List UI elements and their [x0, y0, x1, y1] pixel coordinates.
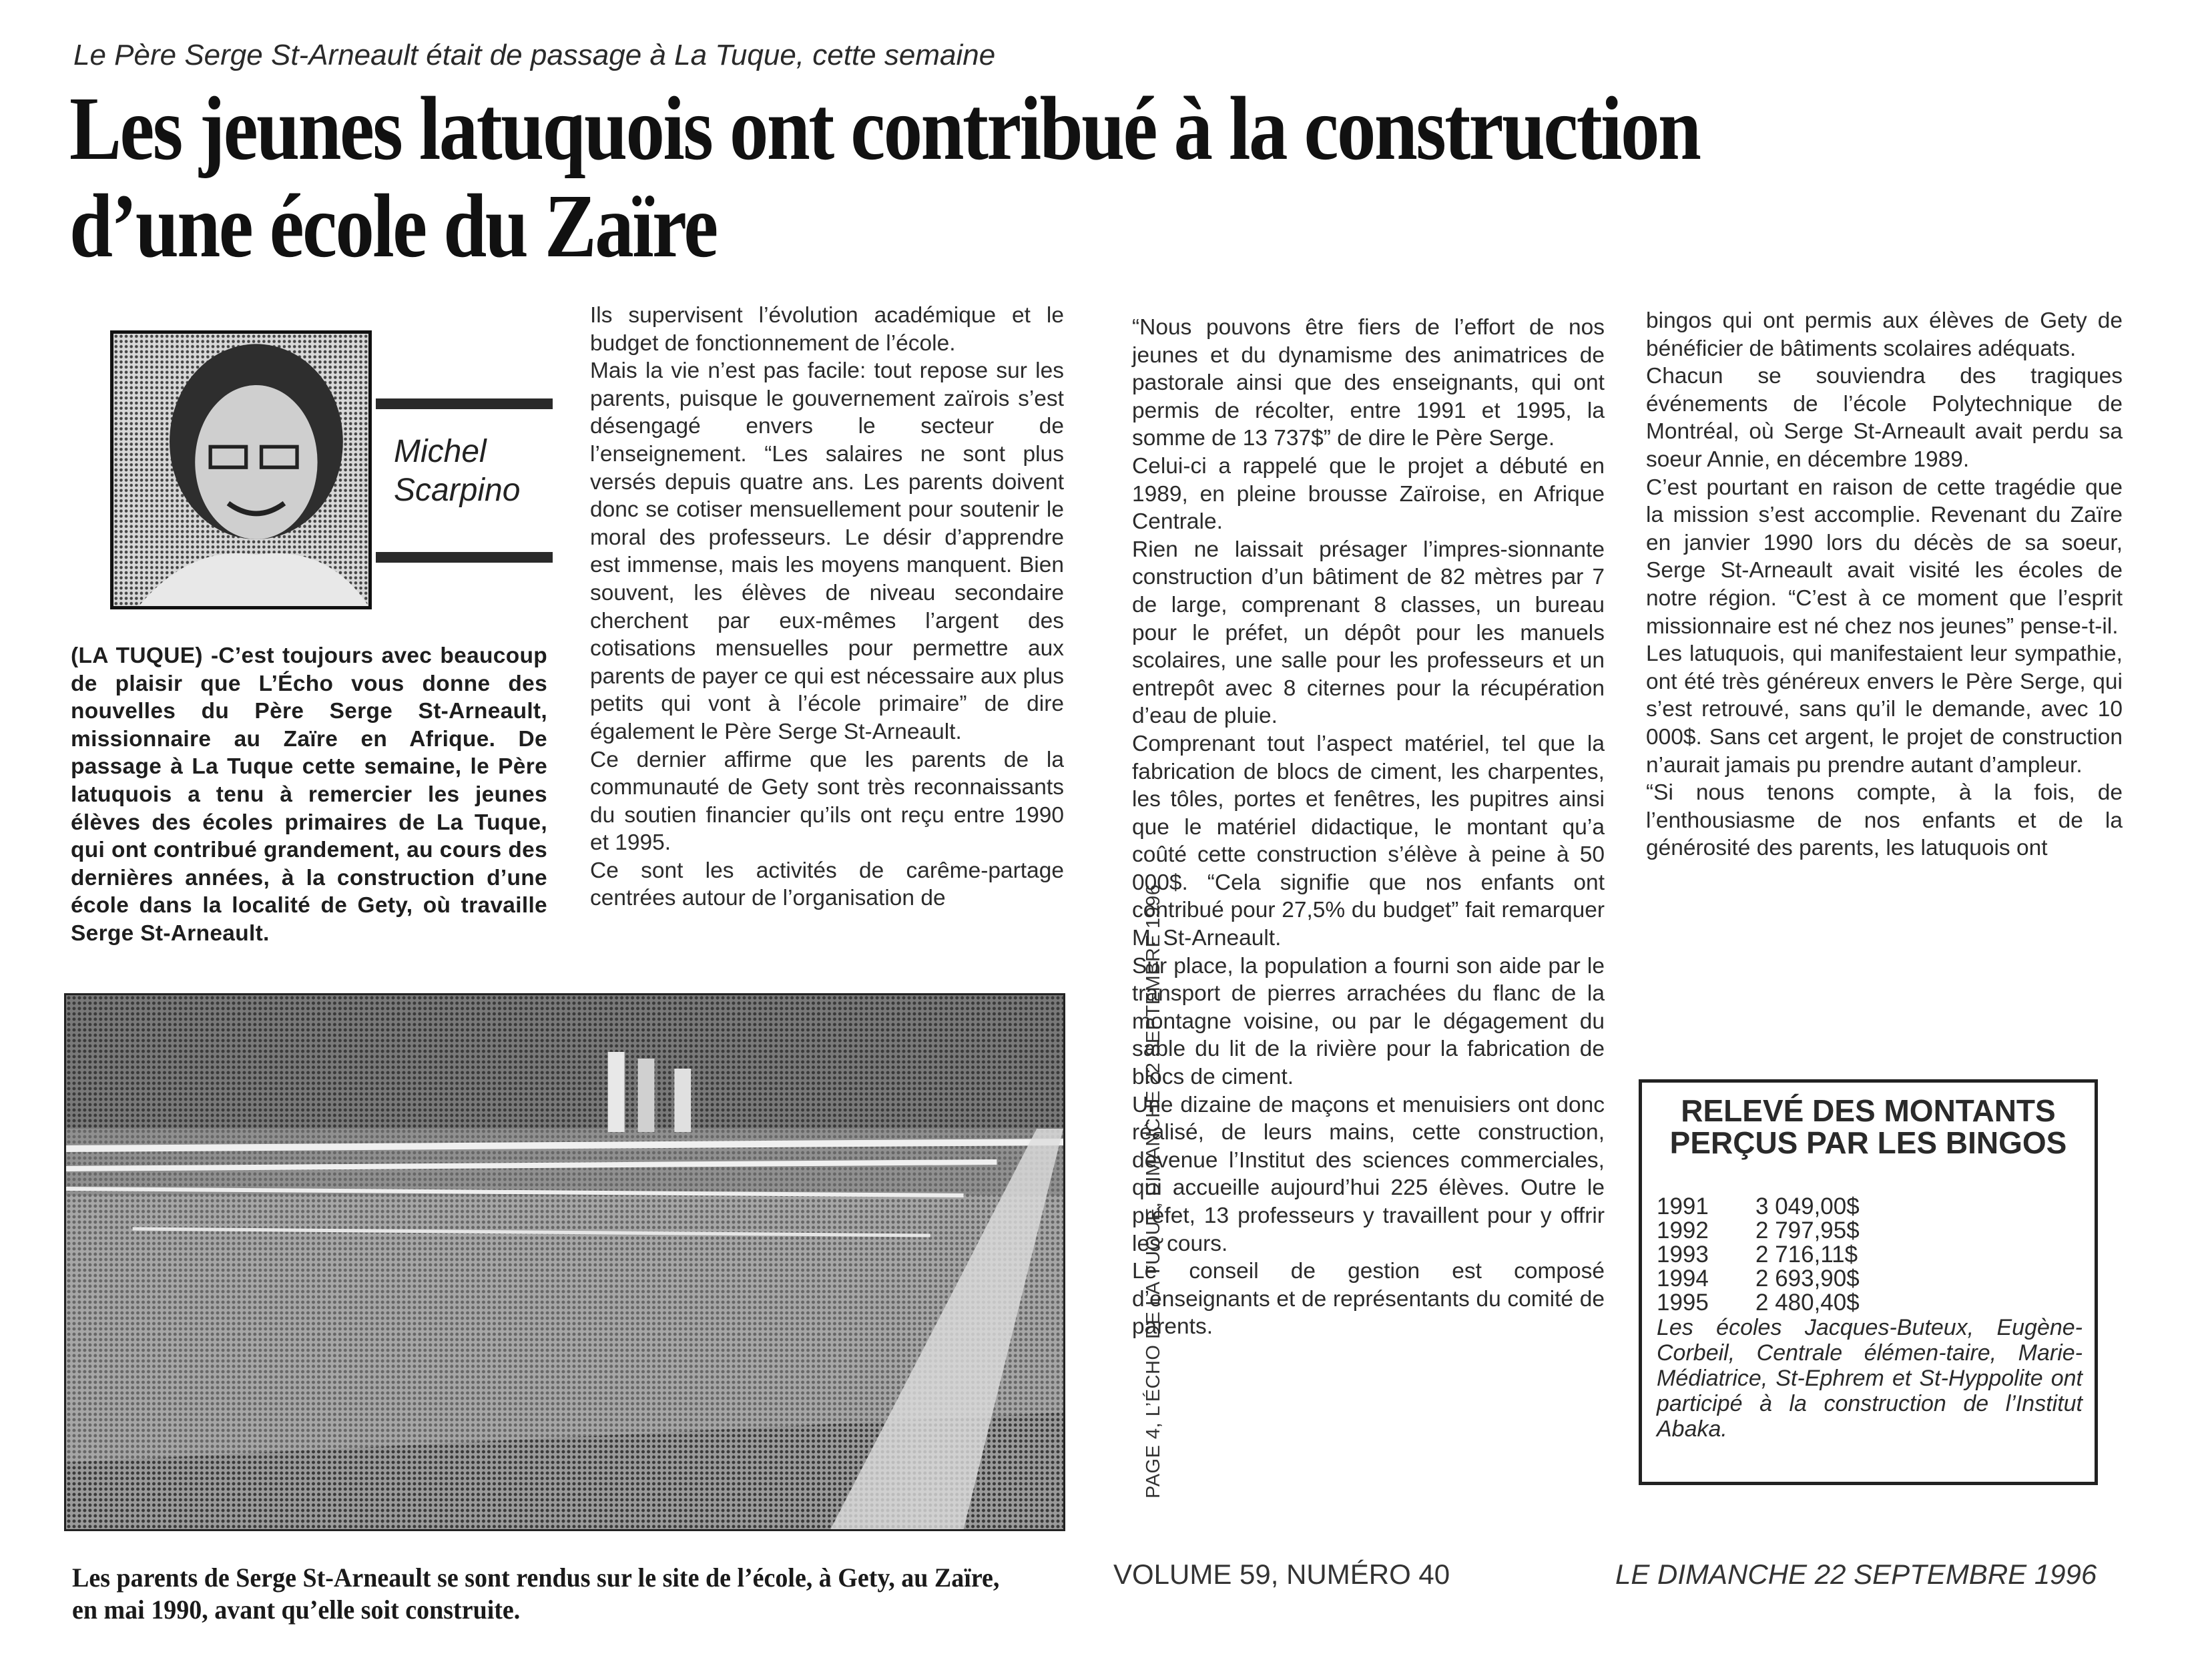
article-column-2	[590, 302, 1064, 912]
amount-row	[1657, 1267, 2095, 1291]
headline-line-1: Les jeunes latuquois ont contribué à la construction	[69, 79, 1700, 179]
headline-line-2: d’une école du Zaïre	[69, 176, 717, 276]
article-lead: (LA TUQUE) -C’est toujours avec beaucoup de plaisir que L’Écho vous donne des nouvelles du Père Serge St-Arneault, missionnaire au Zaïre en Afrique. De passage à La Tuque cette semaine, le Père latuquois a tenu à remercier les jeunes élèves des écoles primaires de La Tuque, qui ont contribué grandement, au cours des dernières années, à la construction d’une école dans la localité de Gety, où travaille Serge St-Arneault.	[71, 643, 547, 946]
paragraph: Sur place, la population a fourni son aide par le transport de pierres arrachées du flanc de la montagne voisine, ou par le dégagement du sable du lit de la rivière pour la fabrication de blocs de ciment.	[1132, 953, 1605, 1090]
box-note: Les écoles Jacques-Buteux, Eugène-Corbeil, Centrale élémen-taire, Marie-Médiatrice, St-Ephrem et St-Hyppolite ont participé à la construction de l’Institut Abaka.	[1657, 1315, 2083, 1442]
article-kicker: Le Père Serge St-Arneault était de passage à La Tuque, cette semaine	[73, 39, 996, 71]
byline-rule-bottom	[376, 552, 553, 563]
article-column-4	[1646, 307, 2123, 862]
paragraph: Comprenant tout l’aspect matériel, tel que la fabrication de blocs de ciment, les charpentes, les tôles, portes et fenêtres, les pupitres ainsi que le matériel didactique, le montant qu’a coûté cette construction s’élève à peine à 50 000$. “Cela signifie que nos enfants ont contribué pour 27,5% du budget” fait remarquer M. St-Arneault.	[1132, 731, 1605, 951]
volume-number: VOLUME 59, NUMÉRO 40	[1113, 1559, 1450, 1590]
author-byline	[394, 433, 520, 510]
author-last-name: Scarpino	[394, 473, 521, 508]
paragraph: Ce dernier affirme que les parents de la communauté de Gety sont très reconnaissants du soutien financier qu’ils ont reçu entre 1990 et 1995.	[590, 747, 1064, 856]
paragraph: Chacun se souviendra des tragiques événements de l’école Polytechnique de Montréal, où Serge St-Arneault avait perdu sa soeur Annie, en décembre 1989.	[1646, 364, 2123, 472]
paragraph: C’est pourtant en raison de cette tragédie que la mission s’est accomplie. Revenant du Zaïre en janvier 1990 lors du décès de sa soeur, Serge St-Arneault avait visité les écoles de notre région. “C’est à ce moment que l’esprit missionnaire est né chez nos jeunes” pense-t-il.	[1646, 475, 2123, 639]
amounts-list	[1657, 1195, 2095, 1315]
article-column-3	[1132, 314, 1605, 1341]
amount-value: 2 693,90$	[1755, 1266, 1860, 1292]
bingo-amounts-box	[1639, 1079, 2098, 1485]
amount-year: 1992	[1657, 1217, 1709, 1243]
amount-year: 1995	[1657, 1290, 1709, 1316]
paragraph: Ils supervisent l’évolution académique et le budget de fonctionnement de l’école.	[590, 303, 1064, 356]
paragraph: Ce sont les activités de carême-partage centrées autour de l’organisation de	[590, 858, 1064, 911]
paragraph: Celui-ci a rappelé que le projet a débuté en 1989, en pleine brousse Zaïroise, en Afrique Centrale.	[1132, 453, 1605, 535]
amount-value: 3 049,00$	[1755, 1193, 1860, 1219]
paragraph: “Si nous tenons compte, à la fois, de l’enthousiasme de nos enfants et de la générosité des parents, les latuquois ont	[1646, 780, 2123, 861]
box-title	[1642, 1095, 2095, 1159]
paragraph: Mais la vie n’est pas facile: tout repose sur les parents, puisque le gouvernement zaïrois s’est désengagé envers le secteur de l’enseignement. “Les salaires ne sont plus versés depuis quatre ans. Les parents doivent donc se cotiser mensuellement pour soutenir le moral des professeurs. Le désir d’apprendre est immense, mais les moyens manquent. Bien souvent, les élèves de niveau secondaire cherchent par eux-mêmes l’argent des cotisations mensuelles pour permettre aux parents de payer ce qui est nécessaire aux plus petits qui vont à l’école primaire” de dire également le Père Serge St-Arneault.	[590, 358, 1064, 744]
box-title-line-2: PERÇUS PAR LES BINGOS	[1669, 1125, 2067, 1160]
amount-row	[1657, 1243, 2095, 1267]
box-title-line-1: RELEVÉ DES MONTANTS	[1681, 1093, 2056, 1128]
author-portrait	[110, 330, 372, 609]
amount-year: 1993	[1657, 1241, 1709, 1268]
author-first-name: Michel	[394, 434, 487, 469]
amount-year: 1994	[1657, 1266, 1709, 1292]
vertical-folio: PAGE 4, L’ÉCHO DE LA TUQUE, DIMANCHE 22 SEPTEMBRE 1996	[1143, 884, 1164, 1498]
amount-row	[1657, 1195, 2095, 1219]
photo-caption: Les parents de Serge St-Arneault se sont rendus sur le site de l’école, à Gety, au Zaïre, en mai 1990, avant qu’elle soit construite.	[72, 1563, 1000, 1625]
article-headline	[69, 80, 1878, 275]
amount-year: 1991	[1657, 1193, 1709, 1219]
issue-date: LE DIMANCHE 22 SEPTEMBRE 1996	[1615, 1559, 2097, 1590]
paragraph: Les latuquois, qui manifestaient leur sympathie, ont été très généreux envers le Père Serge, qui s’est retrouvé, sans qu’il le demande, avec 10 000$. Sans cet argent, le projet de construction n’aurait jamais pu prendre autant d’ampleur.	[1646, 641, 2123, 778]
amount-row	[1657, 1219, 2095, 1243]
paragraph: Une dizaine de maçons et menuisiers ont donc réalisé, de leurs mains, cette construction, devenue l’Institut des sciences commerciales, qui accueille aujourd’hui 225 élèves. Outre le préfet, 13 professeurs y travaillent pour y offrir les cours.	[1132, 1092, 1605, 1256]
paragraph: Rien ne laissait présager l’impres-sionnante construction d’un bâtiment de 82 mètres par 7 de large, comprenant 8 classes, un bureau pour le préfet, un dépôt pour les manuels scolaires, une salle pour les professeurs et un entrepôt avec 8 citernes pour la récupération d’eau de pluie.	[1132, 537, 1605, 729]
amount-value: 2 480,40$	[1755, 1290, 1860, 1316]
paragraph: bingos qui ont permis aux élèves de Gety de bénéficier de bâtiments scolaires adéquats.	[1646, 308, 2123, 361]
paragraph: “Nous pouvons être fiers de l’effort de nos jeunes et du dynamisme des animatrices de pastorale ainsi que des enseignants, qui ont permis de récolter, entre 1991 et 1995, la somme de 13 737$” de dire le Père Serge.	[1132, 315, 1605, 451]
construction-site-photo	[64, 993, 1065, 1531]
amount-value: 2 797,95$	[1755, 1217, 1860, 1243]
paragraph: Le conseil de gestion est composé d’enseignants et de représentants du comité de parents.	[1132, 1259, 1605, 1340]
byline-rule-top	[376, 398, 553, 409]
amount-row	[1657, 1291, 2095, 1315]
amount-value: 2 716,11$	[1755, 1241, 1858, 1268]
